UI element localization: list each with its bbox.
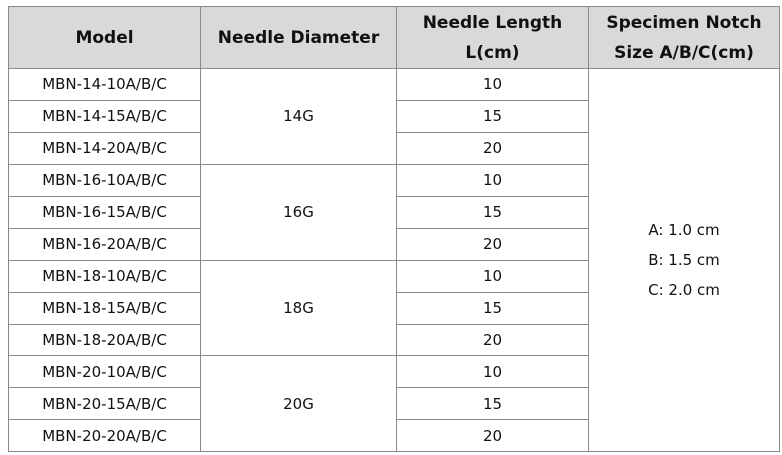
diameter-cell: 16G (201, 164, 397, 260)
model-cell: MBN-16-15A/B/C (9, 196, 201, 228)
header-needle-diameter: Needle Diameter (201, 7, 397, 69)
notch-size-a: A: 1.0 cm (648, 221, 720, 240)
notch-size-b: B: 1.5 cm (648, 251, 720, 270)
spec-table (8, 6, 780, 452)
notch-size-c: C: 2.0 cm (648, 281, 720, 300)
header-needle-length-unit: L(cm) (465, 42, 520, 63)
header-model: Model (9, 7, 201, 69)
table-row (9, 69, 780, 101)
model-cell: MBN-14-20A/B/C (9, 132, 201, 164)
length-cell: 15 (397, 388, 589, 420)
header-specimen-notch-unit: Size A/B/C(cm) (614, 42, 754, 63)
diameter-cell: 18G (201, 260, 397, 356)
model-cell: MBN-16-10A/B/C (9, 164, 201, 196)
length-cell: 10 (397, 164, 589, 196)
model-cell: MBN-18-10A/B/C (9, 260, 201, 292)
length-cell: 10 (397, 69, 589, 101)
header-specimen-notch-title: Specimen Notch (606, 12, 762, 33)
model-cell: MBN-18-15A/B/C (9, 292, 201, 324)
model-cell: MBN-20-10A/B/C (9, 356, 201, 388)
spec-table-container (8, 6, 780, 452)
model-cell: MBN-20-20A/B/C (9, 420, 201, 452)
model-cell: MBN-16-20A/B/C (9, 228, 201, 260)
length-cell: 15 (397, 196, 589, 228)
length-cell: 20 (397, 132, 589, 164)
header-needle-length-title: Needle Length (422, 12, 563, 33)
length-cell: 10 (397, 260, 589, 292)
length-cell: 15 (397, 292, 589, 324)
length-cell: 10 (397, 356, 589, 388)
length-cell: 15 (397, 100, 589, 132)
header-needle-length (397, 7, 589, 69)
notch-size-cell (589, 69, 780, 452)
model-cell: MBN-14-10A/B/C (9, 69, 201, 101)
model-cell: MBN-18-20A/B/C (9, 324, 201, 356)
diameter-cell: 14G (201, 69, 397, 165)
length-cell: 20 (397, 324, 589, 356)
header-row (9, 7, 780, 69)
model-cell: MBN-20-15A/B/C (9, 388, 201, 420)
length-cell: 20 (397, 420, 589, 452)
model-cell: MBN-14-15A/B/C (9, 100, 201, 132)
diameter-cell: 20G (201, 356, 397, 452)
length-cell: 20 (397, 228, 589, 260)
header-specimen-notch (589, 7, 780, 69)
